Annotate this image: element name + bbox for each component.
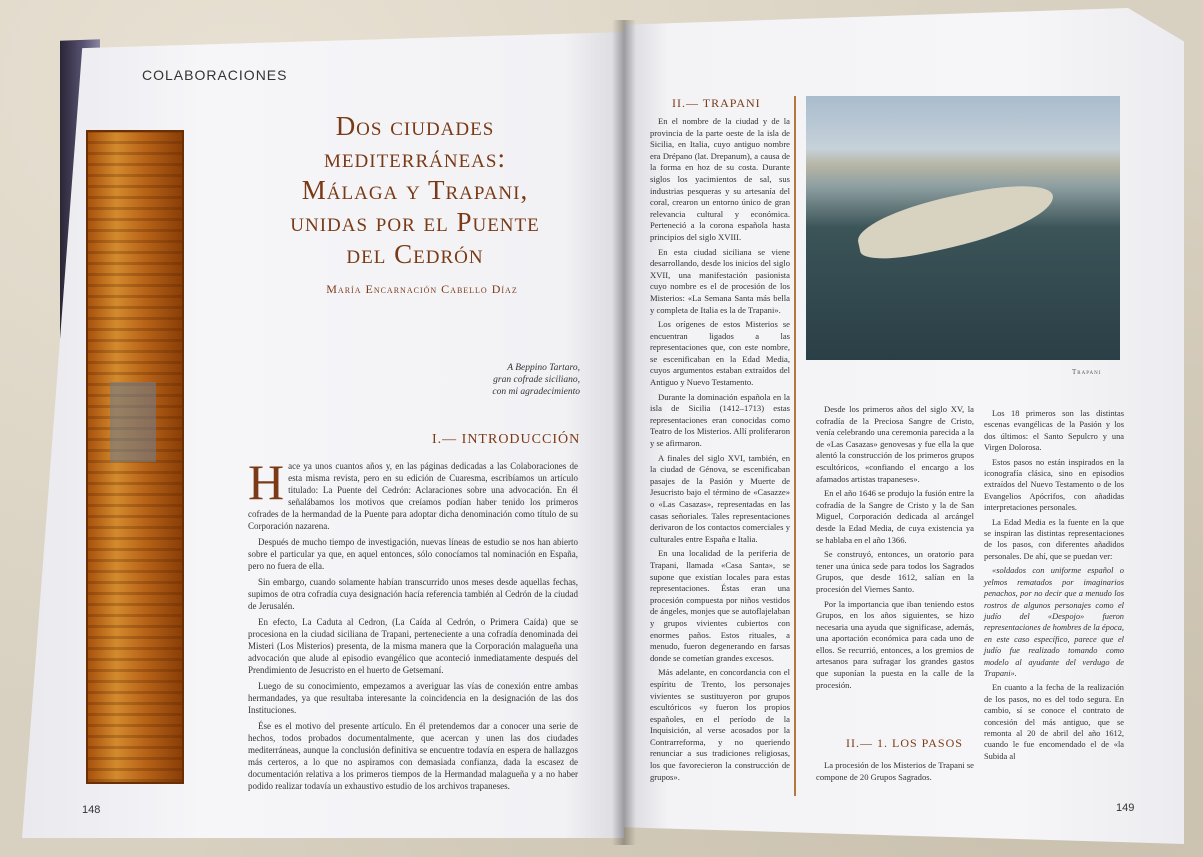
column-divider [794, 96, 796, 796]
quote: «soldados con uniforme español o yelmos rematados por imaginarios penachos, por no decir que a menudo los rostros de algunos personajes como el judío del «Despojo» fueron representaciones de hombres de la época, en este caso específico, parece que el judío fue realizado tomando como modelo al ayudante del verdugo de Trapani». [984, 566, 1125, 678]
dedication [450, 362, 580, 398]
paragraph: Durante la dominación española en la isla de Sicilia (1412–1713) estas representaciones eran conocidas como Teatro de los Misterios. Allí proliferaron y se afirmaron. [650, 391, 790, 449]
left-body-text [248, 454, 578, 796]
dedication-line: con mi agradecimiento [492, 387, 580, 397]
right-column-1 [650, 116, 790, 786]
peninsula-shape [853, 176, 1059, 266]
paragraph: En una localidad de la periferia de Trapani, llamada «Casa Santa», se supone que existían locales para estas representaciones. Éstas eran una procesión compuesta por niños vestidos de ángeles, monjes que se autoflajelaban y grupos vivientes cubiertos con enormes paños. Estos rituales, a menudo, fueron degenerando en farsas donde se cometían grandes excesos. [650, 548, 790, 663]
section-heading-los-pasos: II.— 1. LOS PASOS [846, 736, 963, 750]
page-number-left: 148 [82, 804, 101, 816]
paragraph: Por la importancia que iban teniendo estos Grupos, en los años siguientes, se hizo necesaria una ayuda que significase, además, una aportación económica para cada uno de ellos. Se recurrió, entonces, a los gremios de artesanos para sufragar los grandes gastos que suponían la puesta en la calle de la procesión. [816, 598, 974, 690]
right-column-2 [816, 404, 974, 694]
section-heading-trapani: II.— TRAPANI [672, 96, 761, 110]
paragraph: La Edad Media es la fuente en la que se inspiran las distintas representaciones de los pasos, con diferentes añadidos personales. De ahí, que se puedan ver: [984, 517, 1124, 561]
drop-cap: H [248, 454, 285, 510]
paragraph: A finales del siglo XVI, también, en la ciudad de Génova, se escenificaban pasajes de la Pasión y Muerte de Jesucristo bajo el término de «Casazze» o «Las Casazas», representadas en las casas señoriales. Tales representaciones derivaron de los contactos comerciales y culturales entre España e Italia. [650, 452, 790, 544]
paragraph: Después de mucho tiempo de investigación, nuevas líneas de estudio se nos han abierto sobre el particular ya que, en aquel entonces, sólo conocíamos tal nominación en España, pero no fuera de ella. [248, 537, 578, 571]
article-title: Dos ciudades mediterráneas: Málaga y Trapani, unidas por el Puente del Cedrón [290, 111, 540, 269]
book-gutter [612, 20, 636, 845]
paragraph: Sin embargo, cuando solamente habían transcurrido unos meses desde aquellas fechas, supimos de otra cofradía cuya designación hacía referencia también al Cedrón de la ciudad de Jerusalén. [248, 577, 578, 611]
paragraph: Los 18 primeros son las distintas escenas evangélicas de la Pasión y los dos últimos: el Santo Sepulcro y una Virgen Dolorosa. [984, 409, 1124, 453]
article-author: María Encarnación Cabello Díaz [326, 282, 518, 296]
paragraph: Los orígenes de estos Misterios se encuentran ligados a las representaciones que, con este nombre, se escenificaban en la Edad Media, cuyos argumentos estaban extraídos del Antiguo y Nuevo Testamento. [650, 319, 790, 388]
paragraph: Más adelante, en concordancia con el espíritu de Trento, los personajes vivientes se sustituyeron por grupos escultóricos «y fueron los propios españoles, en el período de la Inquisición, al verse acosados por la Contrarreforma, y no queriendo renunciar a sus tradiciones religiosas, los que favorecieron la construcción de grupos». [650, 667, 790, 782]
paragraph: En cuanto a la fecha de la realización de los pasos, no es del todo segura. En cambio, sí se conoce el contrato de concesión del más antiguo, que se remonta al 20 de abril del año 1612, cuando le fue encomendado el de «la Subida al [984, 683, 1124, 761]
page-number-right: 149 [1116, 802, 1135, 814]
paragraph: ace ya unos cuantos años y, en las páginas dedicadas a las Colaboraciones de esta misma revista, pero en su edición de Cuaresma, escribíamos un artículo titulado: La Puente del Cedrón: Aclaraciones sobre una advocación. En él señalábamos los motivos que creíamos podían haber tenido los primeros cofrades de la hermandad de la Puente para adoptar dicha denominación como título de su Corporación nazarena. [248, 461, 578, 531]
paragraph: En efecto, La Caduta al Cedron, (La Caída al Cedrón, o Primera Caída) que se procesiona en la ciudad siciliana de Trapani, perteneciente a una cofradía denominada dei Misteri (Los Misterios) presenta, de la misma manera que la Corporación malagueña una advocación que alude al episodio evangélico que aconteció inmediatamente después del Prendimiento de Jesucristo en el huerto de Getsemaní. [248, 617, 578, 675]
trapani-aerial-photo [806, 96, 1120, 360]
dedication-line: gran cofrade siciliano, [493, 375, 580, 385]
paragraph: Se construyó, entonces, un oratorio para tener una única sede para todos los Sagrados Grupos, que desde 1612, salían en la procesión del Viernes Santo. [816, 549, 974, 594]
paragraph: En esta ciudad siciliana se viene desarrollando, desde los inicios del siglo XVII, una manifestación pasionista cuyo nombre es el de procesión de los Misterios: «La Semana Santa más bella y completa de Italia es la de Trapani». [650, 246, 790, 315]
paragraph: Desde los primeros años del siglo XV, la cofradía de la Preciosa Sangre de Cristo, venía celebrando una ceremonia parecida a la de «Las Casazas» genovesas y fue ella la que alentó la construcción de los primeros grupos escultóricos, «confiando el encargo a los afamados artistas trapaneses». [816, 404, 974, 484]
right-column-2-tail [816, 760, 974, 783]
paragraph: Ése es el motivo del presente artículo. En él pretendemos dar a conocer una serie de hechos, todos probados documentalmente, que acercan y unen las dos ciudades mediterráneas, aunque la conclusión definitiva se encuentre todavía en espera de hallazgos más certeros, a lo que no aspiramos con demasiada confianza, dada la escasez de documentación relativa a los primeros tiempos de la Hermandad malagueña y a no haber podido realizar todavía un exhaustivo estudio de los archivos trapaneses. [248, 721, 578, 791]
paragraph: Estos pasos no están inspirados en la iconografía clásica, sino en episodios extraídos del Nuevo Testamento o de los Evangelios Apócrifos, con añadidas interpretaciones personales. [984, 457, 1124, 513]
paragraph: Luego de su conocimiento, empezamos a averiguar las vías de conexión entre ambas hermandades, ya que resultaba interesante la coincidencia en la designación de las dos Instituciones. [248, 681, 578, 715]
right-column-3 [984, 408, 1124, 765]
decorative-ornament-band [86, 130, 184, 784]
photo-caption: Trapani [1072, 368, 1102, 376]
dedication-line: A Beppino Tartaro, [507, 363, 580, 373]
running-header: COLABORACIONES [142, 67, 288, 83]
section-heading-introduccion: I.— INTRODUCCIÓN [432, 432, 581, 447]
paragraph: La procesión de los Misterios de Trapani se compone de 20 Grupos Sagrados. [816, 760, 974, 782]
paragraph: En el nombre de la ciudad y de la provincia de la parte oeste de la isla de Sicilia, en Italia, cuyo antiguo nombre era Drépano (lat. Drepanum), a causa de la forma en hoz de su costa. Durante siglos los yacimientos de sal, sus industrias pesqueras y su artesanía del coral, crearon un entorno único de gran relevancia cultural y económica. Perteneció a la corona española hasta principios del siglo XVIII. [650, 116, 790, 242]
paragraph: En el año 1646 se produjo la fusión entre la cofradía de la Sangre de Cristo y la de San Miguel, Corporación dedicada al arcángel desde la Edad Media, de cuya existencia ya se hablaba en el año 1366. [816, 488, 974, 545]
